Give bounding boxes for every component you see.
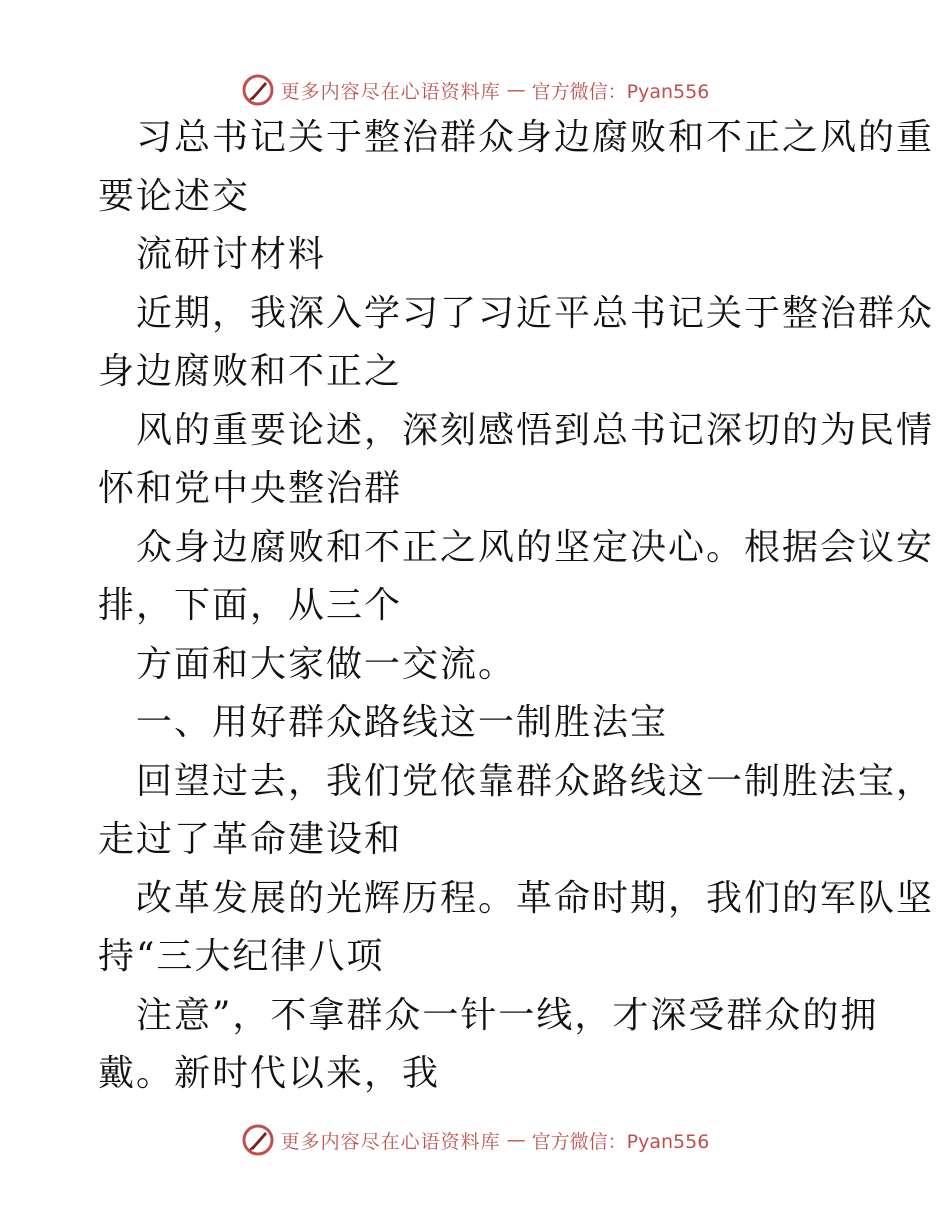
watermark-site-text: 更多内容尽在心语资料库 [280,80,501,103]
watermark-contact-text: 官方微信：Pyan556 [531,80,710,103]
document-line: 戴。新时代以来，我 [98,1053,441,1094]
document-line: 身边腐败和不正之 [98,351,403,392]
document-line: 要论述交 [98,176,251,217]
document-line: 众身边腐败和不正之风的坚定决心。根据会议安 [136,527,935,568]
watermark-site-text: 更多内容尽在心语资料库 [280,1130,501,1153]
document-line: 怀和党中央整治群 [98,468,403,509]
document-line: 回望过去，我们党依靠群众路线这一制胜法宝， [136,761,935,802]
quill-logo-icon [241,1123,275,1157]
document-line: 近期，我深入学习了习近平总书记关于整治群众 [136,293,935,334]
document-line: 习总书记关于整治群众身边腐败和不正之风的重 [136,117,935,158]
header-watermark [0,70,950,110]
document-line: 走过了革命建设和 [98,819,403,860]
document-line: 注意”，不拿群众一针一线，才深受群众的拥 [136,995,879,1036]
document-line: 方面和大家做一交流。 [136,644,517,685]
document-line: 一、用好群众路线这一制胜法宝 [136,702,669,743]
document-line: 持“三大纪律八项 [98,936,385,977]
watermark-separator: — [506,1129,526,1151]
watermark-separator: — [506,79,526,101]
document-line: 流研讨材料 [136,234,327,275]
footer-watermark [0,1120,950,1160]
document-line: 改革发展的光辉历程。革命时期，我们的军队坚 [136,878,935,919]
quill-logo-icon [241,73,275,107]
document-line: 排，下面，从三个 [98,585,403,626]
watermark-contact-text: 官方微信：Pyan556 [531,1130,710,1153]
document-line: 风的重要论述，深刻感悟到总书记深切的为民情 [136,410,935,451]
